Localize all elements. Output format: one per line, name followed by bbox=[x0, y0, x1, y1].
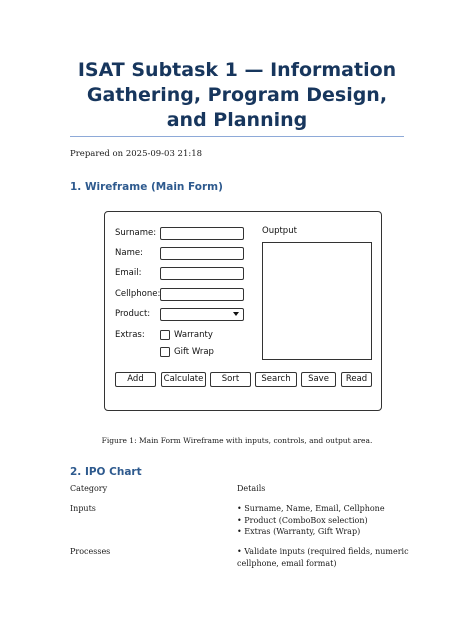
gift-wrap-checkbox[interactable] bbox=[160, 347, 170, 357]
ipo-detail-line: • Validate inputs (required fields, numeric cellphone, email format) bbox=[237, 547, 412, 568]
ipo-detail-line: • Surname, Name, Email, Cellphone bbox=[237, 504, 385, 513]
sort-button[interactable]: Sort bbox=[210, 372, 251, 387]
title-divider bbox=[70, 136, 404, 137]
output-area[interactable] bbox=[262, 242, 372, 360]
search-button[interactable]: Search bbox=[255, 372, 297, 387]
read-button[interactable]: Read bbox=[341, 372, 372, 387]
ipo-row-category: Processes bbox=[70, 547, 111, 556]
figure-caption: Figure 1: Main Form Wireframe with inputs, controls, and output area. bbox=[101, 436, 373, 445]
save-button[interactable]: Save bbox=[301, 372, 336, 387]
cellphone-label: Cellphone: bbox=[115, 289, 161, 299]
ipo-row-category: Inputs bbox=[70, 504, 96, 513]
section-heading-ipo: 2. IPO Chart bbox=[70, 466, 142, 478]
product-combobox[interactable] bbox=[160, 308, 244, 321]
product-label: Product: bbox=[115, 309, 151, 319]
chevron-down-icon bbox=[233, 312, 239, 316]
calculate-button[interactable]: Calculate bbox=[161, 372, 206, 387]
section-heading-wireframe: 1. Wireframe (Main Form) bbox=[70, 181, 223, 193]
cellphone-field[interactable] bbox=[160, 288, 244, 301]
output-label: Ouptput bbox=[262, 226, 297, 236]
add-button[interactable]: Add bbox=[115, 372, 156, 387]
name-label: Name: bbox=[115, 248, 143, 258]
ipo-header-details: Details bbox=[237, 484, 266, 493]
ipo-detail-line: • Product (ComboBox selection) bbox=[237, 515, 368, 525]
document-title: ISAT Subtask 1 — Information Gathering, Program Design, and Planning bbox=[77, 59, 397, 131]
surname-field[interactable] bbox=[160, 227, 244, 240]
name-field[interactable] bbox=[160, 247, 244, 260]
ipo-header-category: Category bbox=[70, 484, 108, 493]
gift-wrap-label: Gift Wrap bbox=[174, 347, 214, 357]
ipo-row-details bbox=[237, 503, 412, 538]
extras-label: Extras: bbox=[115, 330, 145, 340]
ipo-row-details bbox=[237, 546, 412, 569]
warranty-label: Warranty bbox=[174, 330, 213, 340]
wireframe-form bbox=[104, 211, 382, 411]
prepared-date: Prepared on 2025-09-03 21:18 bbox=[70, 149, 203, 159]
email-field[interactable] bbox=[160, 267, 244, 280]
surname-label: Surname: bbox=[115, 228, 157, 238]
email-label: Email: bbox=[115, 268, 142, 278]
warranty-checkbox[interactable] bbox=[160, 330, 170, 340]
ipo-detail-line: • Extras (Warranty, Gift Wrap) bbox=[237, 527, 361, 536]
